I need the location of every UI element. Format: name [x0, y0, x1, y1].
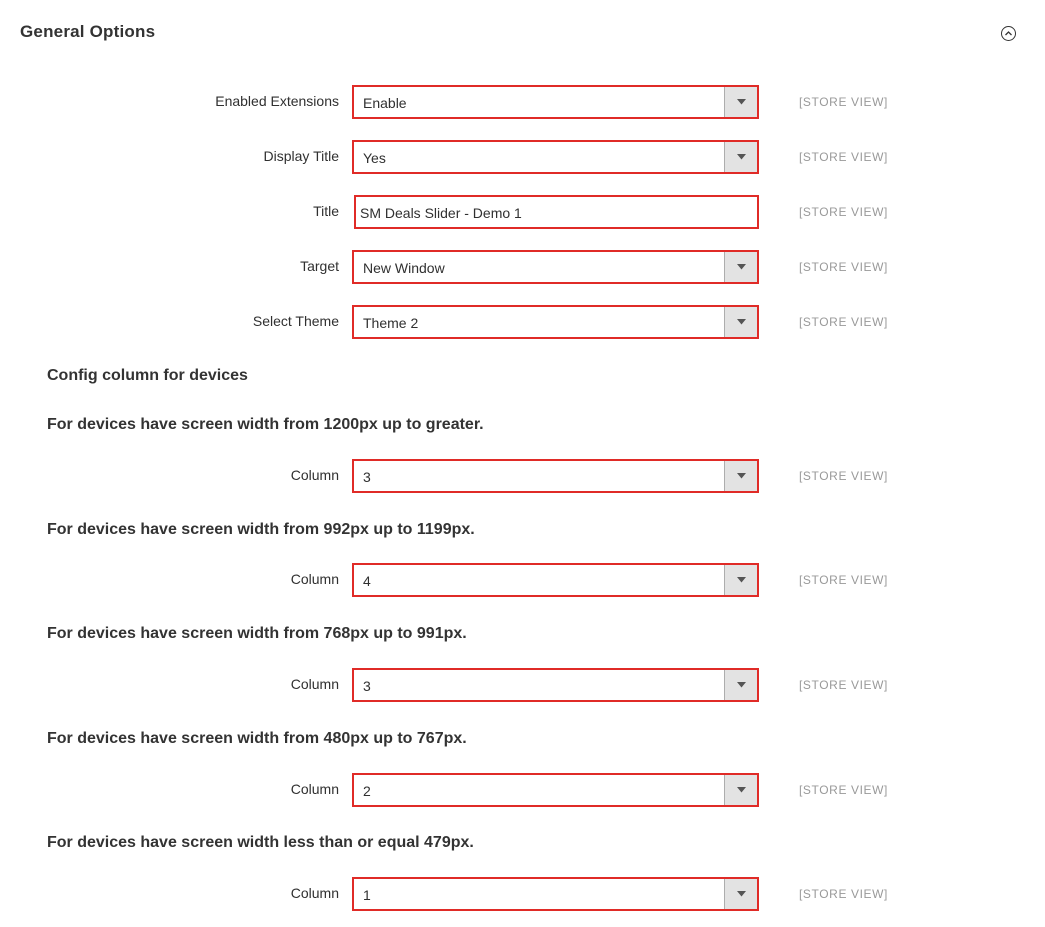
select-arrow[interactable]	[724, 670, 757, 700]
select-value: 4	[363, 573, 371, 589]
scope-label: [STORE VIEW]	[799, 260, 888, 274]
select-arrow[interactable]	[724, 775, 757, 805]
display-title-select[interactable]	[352, 140, 759, 174]
device-heading-1200: For devices have screen width from 1200px up to greater.	[47, 416, 484, 433]
field-label: Enabled Extensions	[215, 93, 339, 109]
device-heading-768: For devices have screen width from 768px up to 991px.	[47, 625, 467, 642]
select-arrow[interactable]	[724, 87, 757, 117]
caret-down-icon	[737, 682, 746, 688]
field-row-column-992	[0, 563, 1045, 597]
field-label: Column	[290, 781, 339, 797]
caret-down-icon	[737, 891, 746, 897]
select-arrow[interactable]	[724, 879, 757, 909]
field-row-column-768	[0, 668, 1045, 702]
device-heading-992: For devices have screen width from 992px up to 1199px.	[47, 521, 475, 538]
select-value: Theme 2	[363, 315, 419, 331]
caret-down-icon	[737, 99, 746, 105]
input-value: SM Deals Slider - Demo 1	[360, 205, 522, 221]
select-arrow[interactable]	[724, 252, 757, 282]
select-value: Enable	[363, 95, 407, 111]
select-value: 3	[363, 469, 371, 485]
scope-label: [STORE VIEW]	[799, 205, 888, 219]
column-select-1200[interactable]	[352, 459, 759, 493]
field-label: Column	[290, 571, 339, 587]
chevron-up-icon	[1004, 29, 1013, 38]
scope-label: [STORE VIEW]	[799, 95, 888, 109]
caret-down-icon	[737, 264, 746, 270]
select-value: Yes	[363, 150, 386, 166]
select-value: 2	[363, 783, 371, 799]
config-heading: Config column for devices	[47, 367, 248, 384]
select-value: New Window	[363, 260, 445, 276]
select-arrow[interactable]	[724, 461, 757, 491]
scope-label: [STORE VIEW]	[799, 887, 888, 901]
enabled-extensions-select[interactable]	[352, 85, 759, 119]
select-value: 1	[363, 887, 371, 903]
column-select-768[interactable]	[352, 668, 759, 702]
scope-label: [STORE VIEW]	[799, 150, 888, 164]
field-label: Title	[313, 203, 339, 219]
section-title[interactable]: General Options	[20, 22, 156, 41]
column-select-479[interactable]	[352, 877, 759, 911]
scope-label: [STORE VIEW]	[799, 469, 888, 483]
field-label: Column	[290, 467, 339, 483]
collapse-section-button[interactable]	[1001, 26, 1016, 41]
field-row-enabled-extensions	[0, 85, 1045, 119]
select-theme-select[interactable]	[352, 305, 759, 339]
column-select-480[interactable]	[352, 773, 759, 807]
column-select-992[interactable]	[352, 563, 759, 597]
field-row-target	[0, 250, 1045, 284]
caret-down-icon	[737, 319, 746, 325]
caret-down-icon	[737, 577, 746, 583]
scope-label: [STORE VIEW]	[799, 573, 888, 587]
field-row-column-480	[0, 773, 1045, 807]
caret-down-icon	[737, 154, 746, 160]
field-row-column-479	[0, 877, 1045, 911]
caret-down-icon	[737, 473, 746, 479]
select-value: 3	[363, 678, 371, 694]
scope-label: [STORE VIEW]	[799, 315, 888, 329]
select-arrow[interactable]	[724, 142, 757, 172]
scope-label: [STORE VIEW]	[799, 783, 888, 797]
title-input[interactable]	[354, 195, 759, 229]
select-arrow[interactable]	[724, 565, 757, 595]
field-row-column-1200	[0, 459, 1045, 493]
select-arrow[interactable]	[724, 307, 757, 337]
caret-down-icon	[737, 787, 746, 793]
scope-label: [STORE VIEW]	[799, 678, 888, 692]
device-heading-480: For devices have screen width from 480px up to 767px.	[47, 730, 467, 747]
field-label: Column	[290, 885, 339, 901]
field-row-select-theme	[0, 305, 1045, 339]
field-label: Display Title	[263, 148, 339, 164]
field-label: Column	[290, 676, 339, 692]
field-row-display-title	[0, 140, 1045, 174]
field-label: Target	[300, 258, 339, 274]
device-heading-479: For devices have screen width less than or equal 479px.	[47, 834, 474, 851]
target-select[interactable]	[352, 250, 759, 284]
field-label: Select Theme	[252, 313, 339, 329]
field-row-title	[0, 195, 1045, 229]
